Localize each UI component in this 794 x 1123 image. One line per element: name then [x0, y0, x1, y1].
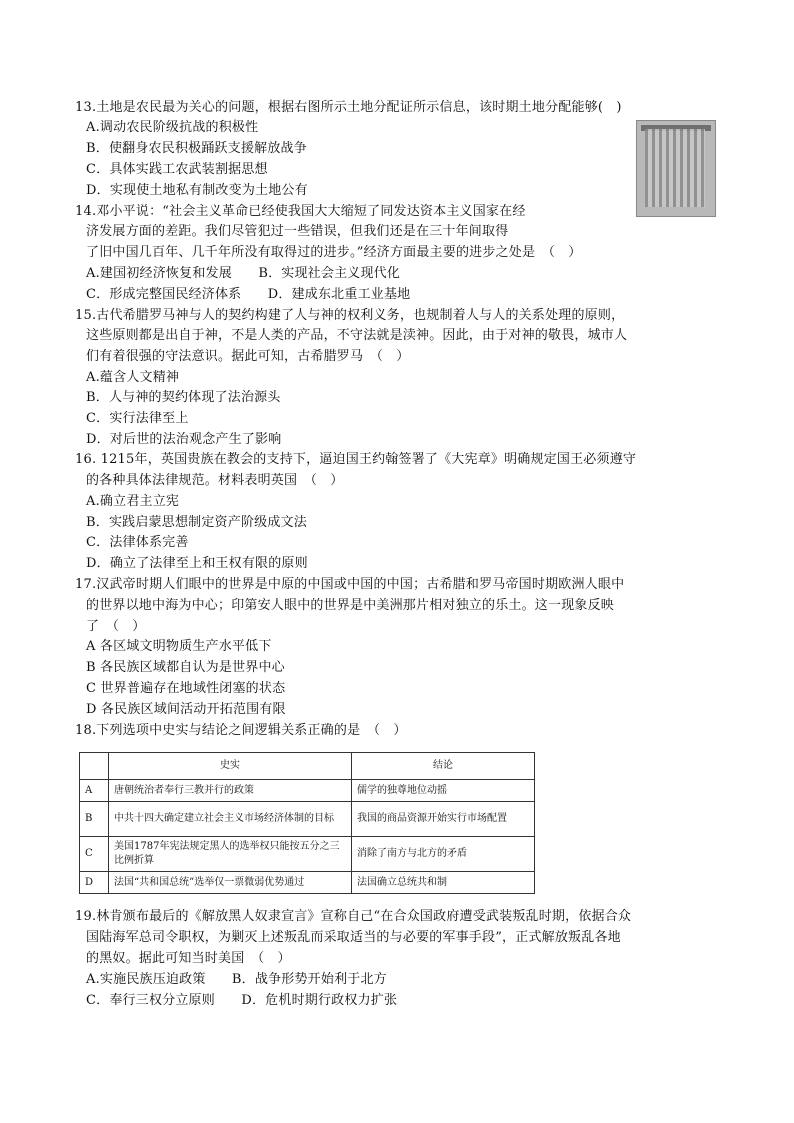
q18-row-conclusion: 我国的商品资源开始实行市场配置 [352, 802, 535, 837]
q16-option-c: C．法律体系完善 [86, 535, 189, 550]
q15-stem-line1: 15.古代希腊罗马神与人的契约构建了人与神的权利义务，也规制着人与人的关系处理的原则， [75, 308, 625, 323]
q18-stem: 18.下列选项中史实与结论之间逻辑关系正确的是 （ ） [75, 723, 407, 738]
q19-stem-line3: 的黑奴。据此可知当时美国 （ ） [86, 951, 291, 966]
q19-options-cd: C．奉行三权分立原则 D．危机时期行政权力扩张 [86, 993, 398, 1008]
q17-option-a: A 各区域文明物质生产水平低下 [86, 639, 272, 654]
q19-options-ab: A.实施民族压迫政策 B．战争形势开始利于北方 [86, 972, 387, 987]
q15-option-a: A.蕴含人文精神 [86, 370, 180, 385]
q16-option-b: B．实践启蒙思想制定资产阶级成文法 [86, 515, 307, 530]
q18-row-fact: 中共十四大确定建立社会主义市场经济体制的目标 [109, 802, 352, 837]
q13-option-b: B．使翻身农民积极踊跃支援解放战争 [86, 141, 307, 156]
q14-options-ab: A.建国初经济恢复和发展 B．实现社会主义现代化 [86, 266, 401, 281]
table-row [80, 802, 535, 837]
q18-row-label: A [80, 780, 109, 802]
q18-row-fact: 唐朝统治者奉行三教并行的政策 [109, 780, 352, 802]
q17-stem-line1: 17.汉武帝时期人们眼中的世界是中原的中国或中国的中国；古希腊和罗马帝国时期欧洲人眼中 [75, 577, 625, 592]
q18-row-label: C [80, 837, 109, 872]
q18-header-fact: 史实 [109, 753, 352, 780]
q14-options-cd: C．形成完整国民经济体系 D．建成东北重工业基地 [86, 287, 411, 302]
q18-header-conclusion: 结论 [352, 753, 535, 780]
table-row [80, 872, 535, 894]
q15-option-b: B．人与神的契约体现了法治源头 [86, 390, 281, 405]
q17-option-c: C 世界普遍存在地域性闭塞的状态 [86, 681, 286, 696]
q16-stem-line1: 16. 1215年，英国贵族在教会的支持下，逼迫国王约翰签署了《大宪章》明确规定国王必须遵守 [75, 452, 637, 467]
q18-header-blank [80, 753, 109, 780]
table-row [80, 780, 535, 802]
q18-row-label: D [80, 872, 109, 894]
q13-option-c: C．具体实践工农武装割据思想 [86, 162, 268, 177]
q15-option-c: C．实行法律至上 [86, 411, 189, 426]
q14-stem-line2: 济发展方面的差距。我们尽管犯过一些错误，但我们还是在三十年间取得 [86, 224, 509, 239]
q17-stem-line3: 了 （ ） [86, 619, 146, 634]
q14-stem-line3: 了旧中国几百年、几千年所没有取得过的进步。”经济方面最主要的进步之处是 （ ） [86, 245, 582, 260]
q17-option-d: D 各民族区域间活动开拓范围有限 [86, 702, 286, 717]
q13-stem: 13.土地是农民最为关心的问题，根据右图所示土地分配证所示信息，该时期土地分配能够( ) [75, 100, 622, 115]
q17-option-b: B 各民族区域都自认为是世界中心 [86, 660, 285, 675]
q14-stem-line1: 14.邓小平说：“社会主义革命已经使我国大大缩短了同发达资本主义国家在经 [75, 204, 526, 219]
q18-row-conclusion: 消除了南方与北方的矛盾 [352, 837, 535, 872]
q18-row-conclusion: 儒学的独尊地位动摇 [352, 780, 535, 802]
q18-row-fact: 美国1787年宪法规定黑人的选举权只能按五分之三比例折算 [109, 837, 352, 872]
q16-option-a: A.确立君主立宪 [86, 494, 180, 509]
q18-table-header [80, 753, 535, 780]
q16-stem-line2: 的各种具体法律规范。材料表明英国 （ ） [86, 473, 344, 488]
q18-table [79, 752, 535, 894]
q18-row-label: B [80, 802, 109, 837]
table-row [80, 837, 535, 872]
q15-option-d: D．对后世的法治观念产生了影响 [86, 432, 282, 447]
q13-option-d: D．实现使土地私有制改变为土地公有 [86, 183, 308, 198]
q18-row-conclusion: 法国确立总统共和制 [352, 872, 535, 894]
q18-row-fact: 法国“共和国总统”选举仅一票微弱优势通过 [109, 872, 352, 894]
q15-stem-line2: 这些原则都是出自于神，不是人类的产品，不守法就是渎神。因此，由于对神的敬畏，城市人 [86, 328, 628, 343]
q13-option-a: A.调动农民阶级抗战的积极性 [86, 120, 259, 135]
q17-stem-line2: 的世界以地中海为中心；印第安人眼中的世界是中美洲那片相对独立的乐土。这一现象反映 [86, 598, 615, 613]
q19-stem-line2: 国陆海军总司令职权，为剿灭上述叛乱而采取适当的与必要的军事手段”，正式解放叛乱各地 [86, 930, 621, 945]
q19-stem-line1: 19.林肯颁布最后的《解放黑人奴隶宣言》宣称自己“在合众国政府遭受武装叛乱时期，依据合众 [75, 909, 632, 924]
q15-stem-line3: 们有着很强的守法意识。据此可知，古希腊罗马 （ ） [86, 349, 410, 364]
q16-option-d: D．确立了法律至上和王权有限的原则 [86, 556, 308, 571]
land-certificate-image [636, 120, 716, 217]
